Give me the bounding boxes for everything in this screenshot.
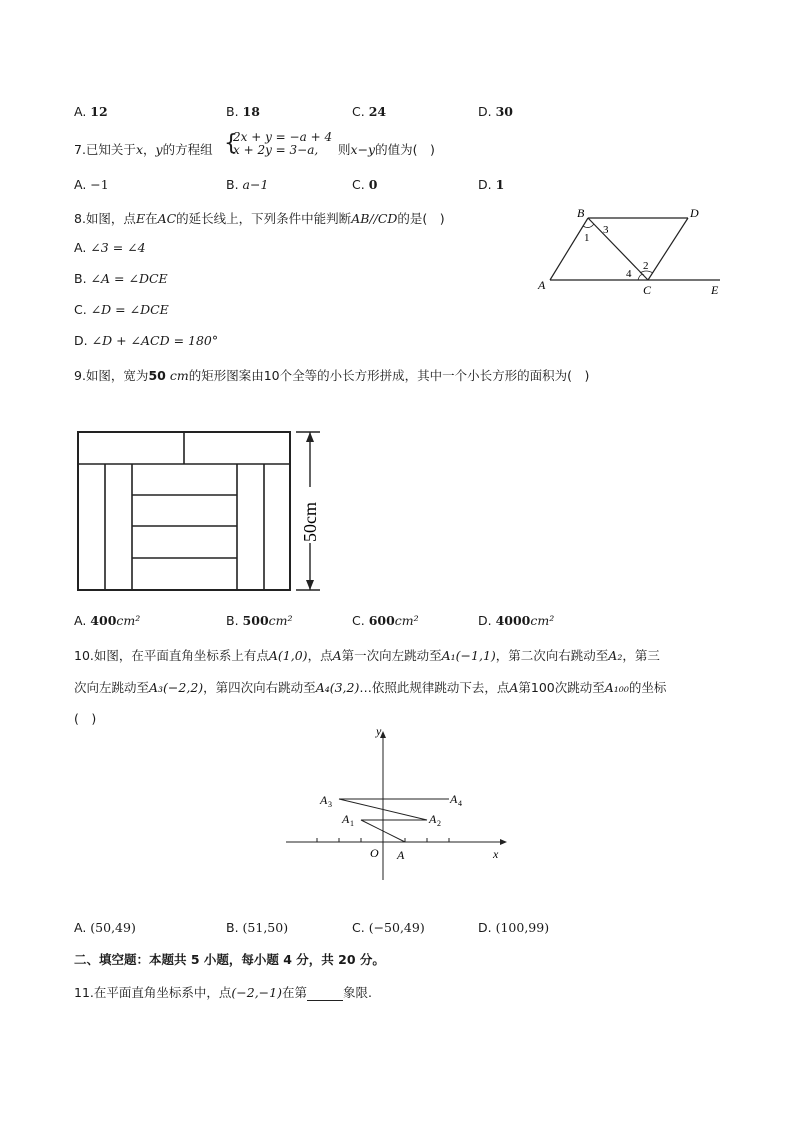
q11-point: (−2,−1) [231, 985, 282, 1000]
q10-point-a1: A₁(−1,1) [441, 648, 496, 663]
option-label: C. [352, 613, 365, 628]
label-a4-sub: 4 [458, 799, 462, 808]
q8-relation: AB//CD [351, 211, 398, 226]
segment-bc [588, 218, 648, 280]
q9-prefix: 9.如图，宽为 [74, 368, 149, 383]
q10-text: 10.如图，在平面直角坐标系上有点 [74, 648, 269, 663]
label-a: A [397, 848, 405, 862]
q7-sep: ， [143, 142, 156, 157]
option-value: ∠D + ∠ACD = 180° [91, 333, 219, 348]
q10-point-a2: A₂ [608, 648, 623, 663]
option-value: a−1 [242, 177, 269, 192]
q9-option-c[interactable] [352, 613, 419, 628]
q10-text: ，第二次向右跳动至 [495, 648, 609, 663]
q8-point-e: E [135, 211, 146, 226]
option-unit: cm² [116, 613, 141, 628]
option-label: A. [74, 104, 87, 119]
q7-stem [74, 140, 213, 158]
q8-parallelogram-figure [530, 205, 730, 297]
option-value: 12 [90, 104, 108, 119]
option-label: A. [74, 177, 87, 192]
q8-suffix: 的是( ) [397, 211, 445, 226]
q7-expr: x−y [350, 142, 376, 157]
q7-var-x: x [135, 142, 143, 157]
angle-label-2: 2 [643, 260, 649, 272]
q9-rectangle-figure [70, 425, 330, 597]
option-unit: cm² [268, 613, 293, 628]
label-a3 [319, 793, 332, 809]
q7-eq1: 2x + y = −a + 4 [233, 130, 333, 144]
option-label: C. [74, 302, 87, 317]
option-label: B. [226, 920, 239, 935]
label-a: A [538, 278, 546, 292]
q10-point-a100: A₁₀₀ [604, 680, 629, 695]
q8-option-d[interactable] [74, 333, 218, 348]
q7-eq2: x + 2y = 3−a, [233, 143, 319, 157]
q9-stem [74, 366, 589, 384]
q6-option-a[interactable] [74, 104, 108, 119]
q10-text: ，第三 [622, 648, 660, 663]
q7-mid: 的方程组 [162, 142, 213, 157]
label-a1-letter: A [342, 812, 350, 826]
option-label: D. [74, 333, 88, 348]
option-label: B. [226, 104, 239, 119]
q11-stem [74, 983, 372, 1001]
q10-option-b[interactable] [226, 920, 288, 935]
label-x: x [493, 847, 499, 861]
label-a2 [428, 812, 441, 828]
q7-var-y: y [155, 142, 163, 157]
q9-width-unit: cm [169, 368, 189, 383]
q7-option-a[interactable] [74, 177, 109, 192]
option-value: (50,49) [90, 920, 136, 935]
label-a3-sub: 3 [328, 800, 332, 809]
q10-point-a: A [509, 680, 519, 695]
label-c: C [643, 283, 652, 297]
q10-option-a[interactable] [74, 920, 136, 935]
q10-stem-line1 [74, 646, 660, 664]
q9-width-number: 50 [148, 368, 166, 383]
option-label: D. [478, 104, 492, 119]
option-value: (100,99) [495, 920, 550, 935]
option-value: ∠A = ∠DCE [90, 271, 168, 286]
segment-ab [550, 218, 588, 280]
q10-text: ，第四次向右跳动至 [203, 680, 316, 695]
label-a3-letter: A [320, 793, 328, 807]
dim-arrow-top [306, 432, 314, 442]
label-a1-sub: 1 [350, 819, 354, 828]
q9-option-a[interactable] [74, 613, 140, 628]
option-value: 30 [495, 104, 513, 119]
option-label: D. [478, 920, 492, 935]
option-value: 500 [242, 613, 269, 628]
option-value: 400 [90, 613, 117, 628]
q11-mid: 在第 [281, 985, 307, 1000]
option-value: 4000 [495, 613, 531, 628]
angle-label-4: 4 [626, 268, 632, 280]
q7-option-c[interactable] [352, 177, 377, 192]
option-label: C. [352, 104, 365, 119]
q6-option-d[interactable] [478, 104, 513, 119]
label-a1 [341, 812, 354, 828]
option-value: (51,50) [242, 920, 289, 935]
q9-suffix: 的矩形图案由10个全等的小长方形拼成，其中一个小长方形的面积为( ) [188, 368, 590, 383]
label-b: B [577, 206, 585, 220]
option-value: ∠3 = ∠4 [90, 240, 146, 255]
option-value: 600 [368, 613, 395, 628]
angle-label-1: 1 [584, 232, 590, 244]
option-unit: cm² [394, 613, 419, 628]
q7-brace: { [224, 131, 238, 156]
angle-label-3: 3 [603, 224, 609, 236]
q10-point-a3: A₃(−2,2) [149, 680, 204, 695]
option-label: D. [478, 177, 492, 192]
q8-option-b[interactable] [74, 271, 168, 286]
option-label: D. [478, 613, 492, 628]
q6-option-c[interactable] [352, 104, 386, 119]
q10-text: 第100次跳动至 [518, 680, 605, 695]
q11-prefix: 11.在平面直角坐标系中，点 [74, 985, 232, 1000]
option-label: B. [74, 271, 87, 286]
q8-mid1: 在 [145, 211, 158, 226]
option-label: A. [74, 920, 87, 935]
label-a2-sub: 2 [437, 819, 441, 828]
q7-option-b[interactable] [226, 177, 268, 192]
option-value: 0 [368, 177, 378, 192]
q7-suffix-pre: 则 [338, 142, 351, 157]
q10-text: 的坐标 [628, 680, 667, 695]
q10-point-a: A [332, 648, 342, 663]
q8-mid2: 的延长线上，下列条件中能判断 [176, 211, 352, 226]
label-a4-letter: A [450, 792, 458, 806]
q8-option-a[interactable] [74, 240, 146, 255]
q10-option-d[interactable] [478, 920, 549, 935]
q10-stem-line3: ( ) [74, 711, 97, 726]
q8-segment-ac: AC [157, 211, 177, 226]
option-value: 18 [242, 104, 260, 119]
q10-stem-line2 [74, 678, 666, 696]
q10-option-c[interactable] [352, 920, 425, 935]
q6-option-b[interactable] [226, 104, 260, 119]
x-axis-arrow [500, 839, 507, 845]
label-origin: O [370, 846, 379, 860]
q11-suffix: 象限. [343, 985, 372, 1000]
option-unit: cm² [530, 613, 555, 628]
q7-option-d[interactable] [478, 177, 504, 192]
option-label: A. [74, 240, 87, 255]
option-label: C. [352, 920, 365, 935]
option-value: 1 [495, 177, 505, 192]
label-y: y [376, 728, 382, 738]
q10-text: ，点 [307, 648, 333, 663]
option-label: C. [352, 177, 365, 192]
q10-point-a4: A₄(3,2) [315, 680, 360, 695]
q7-equation-system [233, 131, 332, 157]
q8-option-c[interactable] [74, 302, 169, 317]
q9-option-d[interactable] [478, 613, 554, 628]
q10-text: 次向左跳动至 [74, 680, 150, 695]
q10-text: …依照此规律跳动下去，点 [359, 680, 510, 695]
q7-prefix: 7.已知关于 [74, 142, 136, 157]
option-value: (−50,49) [368, 920, 425, 935]
q7-stem-end [338, 140, 435, 158]
option-label: A. [74, 613, 87, 628]
dimension-label: 50cm [300, 502, 320, 542]
option-value: 24 [368, 104, 387, 119]
dim-arrow-bottom [306, 580, 314, 590]
q10-text: 第一次向左跳动至 [341, 648, 442, 663]
q8-stem [74, 209, 445, 227]
q8-prefix: 8.如图，点 [74, 211, 136, 226]
label-d: D [690, 206, 699, 220]
label-a2-letter: A [429, 812, 437, 826]
option-label: B. [226, 177, 239, 192]
label-a4 [449, 792, 462, 808]
q10-coordinate-figure [280, 728, 510, 884]
option-value: −1 [90, 177, 109, 192]
option-label: B. [226, 613, 239, 628]
q7-suffix: 的值为( ) [375, 142, 435, 157]
section-heading: 二、填空题：本题共 5 小题，每小题 4 分，共 20 分。 [74, 952, 385, 967]
label-e: E [711, 283, 719, 297]
q9-option-b[interactable] [226, 613, 293, 628]
q11-answer-blank[interactable] [307, 988, 343, 1001]
q10-point-a: A(1,0) [268, 648, 308, 663]
segment-dc [648, 218, 688, 280]
option-value: ∠D = ∠DCE [90, 302, 169, 317]
